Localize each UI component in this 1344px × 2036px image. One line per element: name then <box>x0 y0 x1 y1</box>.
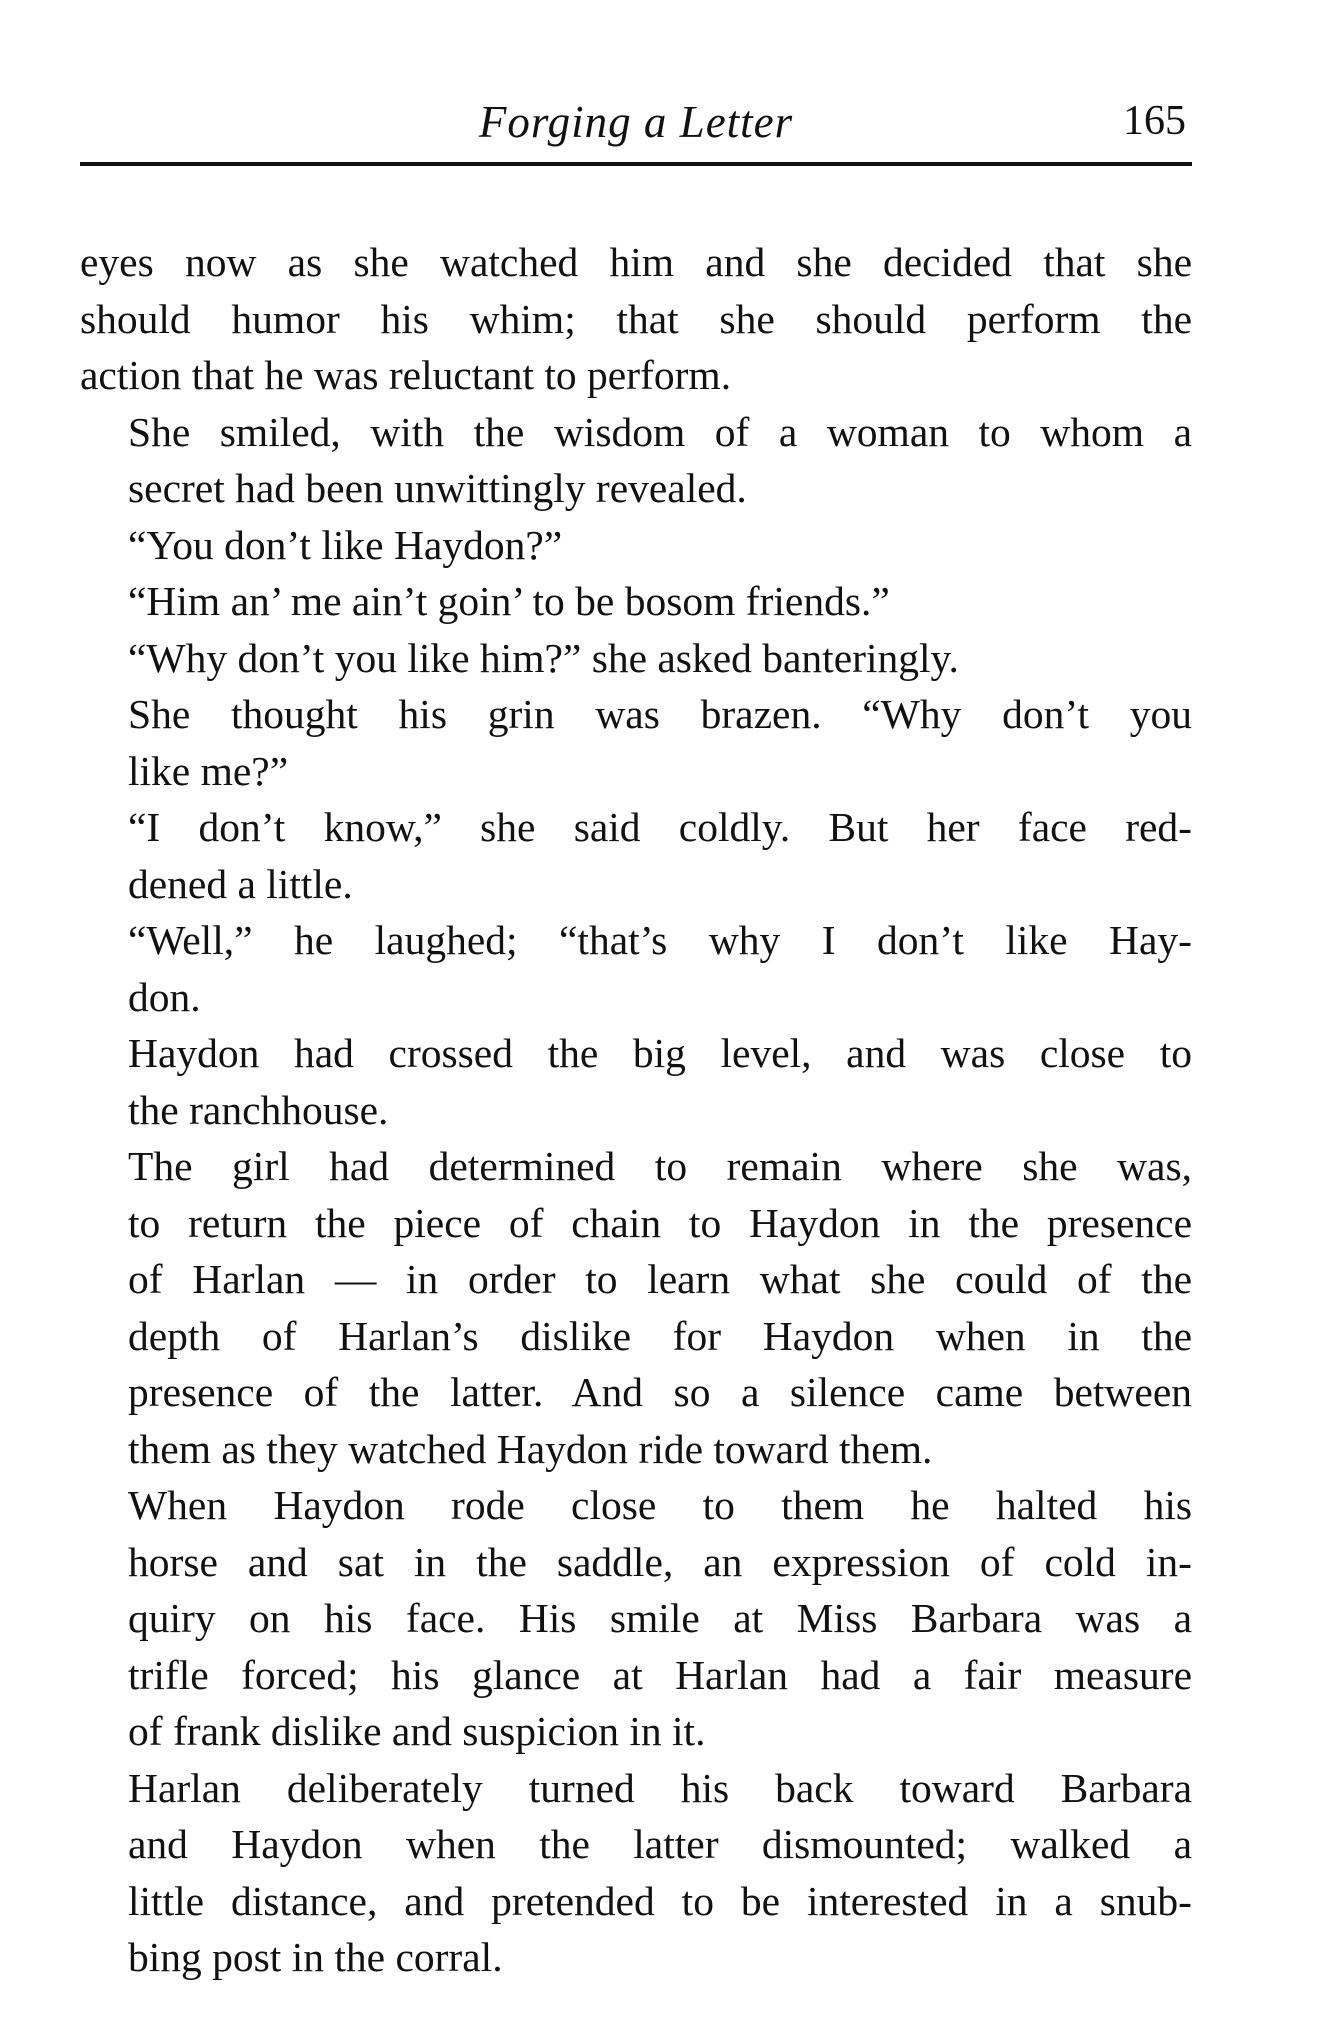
text-line: horse and sat in the saddle, an expression of cold in- <box>128 1538 1192 1585</box>
paragraph <box>80 1025 1192 1138</box>
text-line: of frank dislike and suspicion in it. <box>128 1708 706 1754</box>
text-line: eyes now as she watched him and she decided that she <box>80 239 1192 285</box>
text-line: Haydon had crossed the big level, and was close to <box>128 1030 1192 1076</box>
paragraph <box>80 1477 1192 1760</box>
text-line: dened a little. <box>128 860 353 907</box>
text-line: “I don’t know,” she said coldly. But her face red- <box>128 804 1192 850</box>
text-line: of Harlan — in order to learn what she could of the <box>128 1256 1192 1302</box>
text-line: presence of the latter. And so a silence came between <box>128 1369 1192 1415</box>
body-text <box>80 234 1192 1986</box>
paragraph <box>80 234 1192 404</box>
paragraph <box>80 1760 1192 1986</box>
chapter-title: Forging a Letter <box>478 97 794 147</box>
text-line: She thought his grin was brazen. “Why don’t you <box>128 691 1192 737</box>
text-line: The girl had determined to remain where she was, <box>128 1143 1192 1189</box>
text-line: “You don’t like Haydon?” <box>128 521 563 568</box>
text-line: the ranchhouse. <box>128 1086 389 1133</box>
text-line: quiry on his face. His smile at Miss Barbara was a <box>128 1595 1192 1641</box>
text-line: to return the piece of chain to Haydon in the presence <box>128 1199 1192 1246</box>
paragraph <box>80 799 1192 912</box>
text-line: them as they watched Haydon ride toward them. <box>128 1425 933 1472</box>
text-line: and Haydon when the latter dismounted; walked a <box>128 1821 1192 1867</box>
paragraph <box>80 686 1192 799</box>
text-line: trifle forced; his glance at Harlan had a fair measure <box>128 1651 1192 1698</box>
page-number: 165 <box>1123 98 1186 144</box>
paragraph <box>80 573 1192 630</box>
text-line: Harlan deliberately turned his back toward Barbara <box>128 1764 1192 1811</box>
paragraph <box>80 404 1192 517</box>
text-line: secret had been unwittingly revealed. <box>128 465 747 511</box>
text-line: When Haydon rode close to them he halted his <box>128 1482 1192 1528</box>
text-line: like me?” <box>128 747 289 794</box>
text-line: action that he was reluctant to perform. <box>80 352 732 398</box>
text-line: depth of Harlan’s dislike for Haydon when in the <box>128 1312 1192 1359</box>
text-line: “Him an’ me ain’t goin’ to be bosom friends.” <box>128 578 890 624</box>
book-page <box>80 90 1192 1990</box>
text-line: don. <box>128 973 201 1020</box>
paragraph <box>80 912 1192 1025</box>
text-line: bing post in the corral. <box>128 1934 503 1980</box>
text-line: She smiled, with the wisdom of a woman to whom a <box>128 408 1192 455</box>
paragraph <box>80 1138 1192 1477</box>
text-line: “Why don’t you like him?” she asked banteringly. <box>128 634 959 681</box>
running-header <box>80 90 1192 166</box>
text-line: “Well,” he laughed; “that’s why I don’t like Hay- <box>128 917 1192 963</box>
paragraph <box>80 517 1192 574</box>
text-line: little distance, and pretended to be interested in a snub- <box>128 1877 1192 1924</box>
text-line: should humor his whim; that she should perform the <box>80 295 1192 342</box>
paragraph <box>80 630 1192 687</box>
